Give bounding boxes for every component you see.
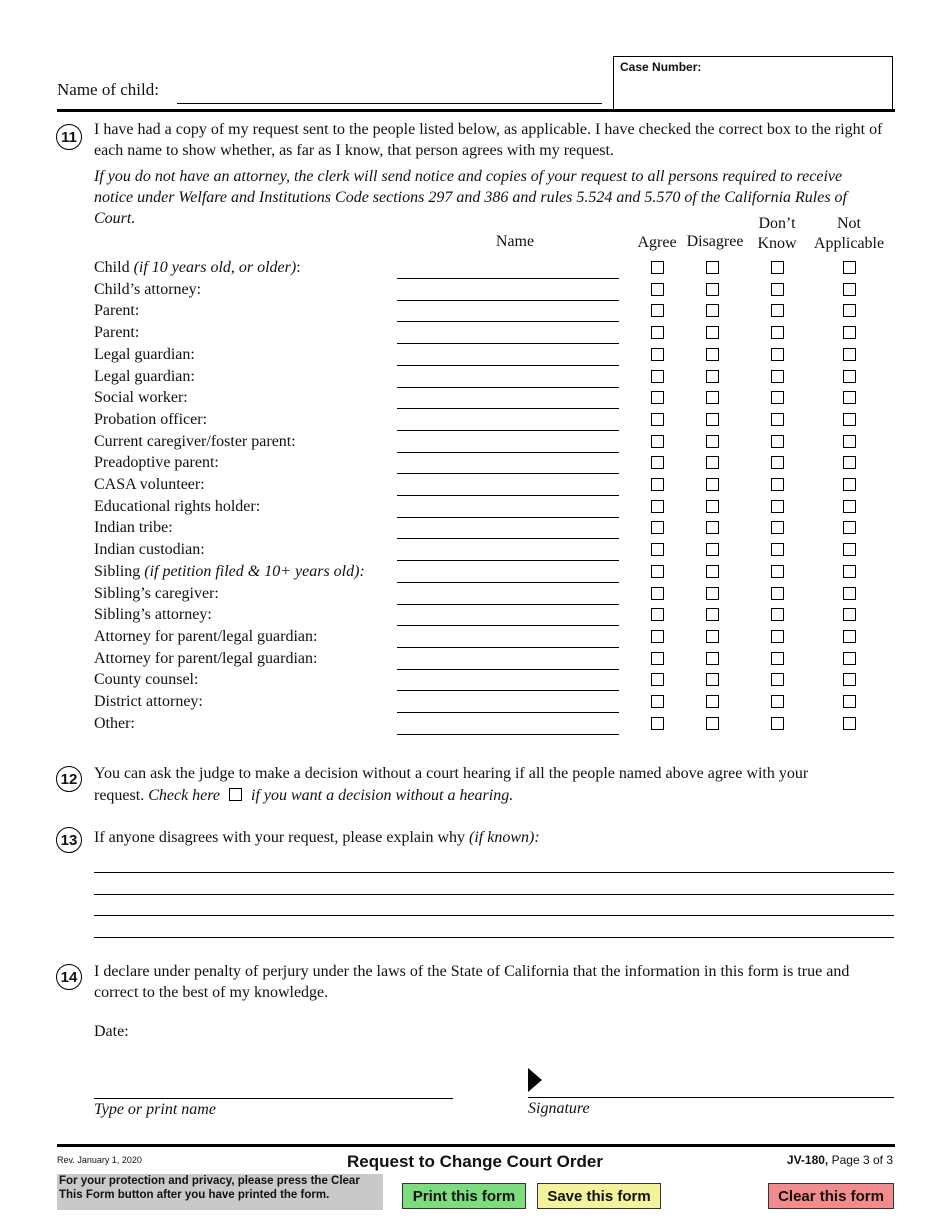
not-applicable-checkbox[interactable] [843,500,856,513]
disagree-checkbox[interactable] [706,673,719,686]
agree-checkbox[interactable] [651,413,664,426]
agree-checkbox[interactable] [651,587,664,600]
recipient-suffix: : [296,259,301,276]
recipient-name-field[interactable] [397,387,619,388]
recipient-label [94,323,139,343]
agree-checkbox[interactable] [651,695,664,708]
recipient-role: Child [94,259,130,276]
item-12-text-line2 [94,785,513,806]
item-11-text: I have had a copy of my request sent to the people listed below, as applicable. I have checked the correct box to the right of each name to show whether, as far as I know, that person agrees with my request. [94,121,883,159]
recipient-name-field[interactable] [397,452,619,453]
item-12-number: 12 [56,766,82,792]
recipient-role: Sibling’s caregiver: [94,584,219,602]
decision-without-hearing-checkbox[interactable] [229,788,242,801]
recipient-role: Educational rights holder: [94,497,261,515]
child-name-field[interactable] [177,103,602,104]
recipient-name-field[interactable] [397,712,619,713]
form-title: Request to Change Court Order [347,1152,603,1171]
not-applicable-checkbox[interactable] [843,435,856,448]
form-id: JV-180, [786,1153,829,1167]
agree-checkbox[interactable] [651,565,664,578]
agree-checkbox[interactable] [651,456,664,469]
column-disagree: Disagree [686,233,744,250]
disagree-checkbox[interactable] [706,391,719,404]
recipient-note: (if petition filed & 10+ years old): [144,562,365,580]
item-12-check-here: Check here [148,787,221,804]
not-applicable-checkbox[interactable] [843,413,856,426]
print-name-caption: Type or print name [94,1101,216,1118]
recipient-label [94,280,201,300]
recipient-label [94,345,195,365]
form-page-info [787,1153,893,1167]
agree-checkbox[interactable] [651,543,664,556]
recipient-name-field[interactable] [397,582,619,583]
dont-know-checkbox[interactable] [771,326,784,339]
child-name-label: Name of child: [57,80,159,99]
disagree-checkbox[interactable] [706,717,719,730]
recipient-role: Parent: [94,302,140,320]
disagree-checkbox[interactable] [706,478,719,491]
agree-checkbox[interactable] [651,370,664,383]
recipient-label [94,562,365,582]
item-14-text: I declare under penalty of perjury under the laws of the State of California that the information in this form is true and correct to the best of my knowledge. [94,963,850,1001]
recipient-role: Parent: [94,324,140,342]
recipient-name-field[interactable] [397,495,619,496]
save-form-button[interactable]: Save this form [537,1183,661,1209]
agree-checkbox[interactable] [651,283,664,296]
disagree-checkbox[interactable] [706,521,719,534]
column-not-applicable-line2: Applicable [813,235,885,252]
agree-checkbox[interactable] [651,500,664,513]
not-applicable-checkbox[interactable] [843,543,856,556]
not-applicable-checkbox[interactable] [843,326,856,339]
recipient-note: (if 10 years old, or older) [133,259,297,276]
item-11-number: 11 [56,124,82,150]
agree-checkbox[interactable] [651,261,664,274]
not-applicable-checkbox[interactable] [843,565,856,578]
not-applicable-checkbox[interactable] [843,673,856,686]
recipient-label [94,649,317,669]
agree-checkbox[interactable] [651,673,664,686]
dont-know-checkbox[interactable] [771,348,784,361]
disagree-checkbox[interactable] [706,608,719,621]
privacy-note: For your protection and privacy, please press the Clear This Form button after you have printed the form. [57,1174,383,1210]
agree-checkbox[interactable] [651,717,664,730]
recipient-label [94,518,173,538]
disagree-checkbox[interactable] [706,304,719,317]
dont-know-checkbox[interactable] [771,500,784,513]
recipient-label [94,453,219,473]
recipient-role: Sibling’s attorney: [94,606,212,624]
disagree-checkbox[interactable] [706,413,719,426]
case-number-label: Case Number: [620,60,702,74]
not-applicable-checkbox[interactable] [843,304,856,317]
dont-know-checkbox[interactable] [771,717,784,730]
recipient-role: Attorney for parent/legal guardian: [94,627,318,645]
recipient-role: Probation officer: [94,410,208,428]
disagree-checkbox[interactable] [706,435,719,448]
clear-form-button[interactable]: Clear this form [768,1183,894,1209]
agree-checkbox[interactable] [651,652,664,665]
recipient-name-field[interactable] [397,538,619,539]
dont-know-checkbox[interactable] [771,608,784,621]
dont-know-checkbox[interactable] [771,695,784,708]
agree-checkbox[interactable] [651,608,664,621]
recipient-name-field[interactable] [397,517,619,518]
recipient-label [94,475,205,495]
recipient-role: District attorney: [94,693,203,710]
explanation-line[interactable] [94,915,894,916]
recipient-name-field[interactable] [397,560,619,561]
recipient-role: Other: [94,714,135,732]
recipient-role: Child’s attorney: [94,280,202,298]
item-12-text-line1: You can ask the judge to make a decision without a court hearing if all the people named above agree with your [94,765,809,782]
recipient-label [94,410,207,430]
recipient-label [94,540,205,560]
date-label: Date: [94,1023,129,1040]
footer-rule [57,1144,895,1147]
signature-caption: Signature [528,1100,590,1117]
item-13-text: If anyone disagrees with your request, please explain why [94,829,465,846]
agree-checkbox[interactable] [651,391,664,404]
agree-checkbox[interactable] [651,478,664,491]
page-number: Page 3 of 3 [831,1153,893,1167]
disagree-checkbox[interactable] [706,500,719,513]
disagree-checkbox[interactable] [706,261,719,274]
not-applicable-checkbox[interactable] [843,261,856,274]
disagree-checkbox[interactable] [706,565,719,578]
agree-checkbox[interactable] [651,304,664,317]
column-agree: Agree [637,234,677,251]
recipient-label [94,301,139,321]
not-applicable-checkbox[interactable] [843,478,856,491]
recipient-label [94,584,219,604]
recipient-name-field[interactable] [397,734,619,735]
recipient-role: County counsel: [94,671,199,689]
item-13-text-wrap [94,827,540,848]
recipient-role: Legal guardian: [94,345,195,363]
disagree-checkbox[interactable] [706,630,719,643]
disagree-checkbox[interactable] [706,543,719,556]
dont-know-checkbox[interactable] [771,261,784,274]
not-applicable-checkbox[interactable] [843,370,856,383]
recipient-label [94,627,317,647]
dont-know-checkbox[interactable] [771,370,784,383]
not-applicable-checkbox[interactable] [843,348,856,361]
recipient-label [94,367,195,387]
explanation-line[interactable] [94,872,894,873]
disagree-checkbox[interactable] [706,348,719,361]
dont-know-checkbox[interactable] [771,652,784,665]
print-form-button[interactable]: Print this form [402,1183,526,1209]
not-applicable-checkbox[interactable] [843,456,856,469]
recipient-name-field[interactable] [397,365,619,366]
dont-know-checkbox[interactable] [771,543,784,556]
not-applicable-checkbox[interactable] [843,717,856,730]
recipient-name-field[interactable] [397,647,619,648]
recipient-name-field[interactable] [397,300,619,301]
item-12-check-after: if you want a decision without a hearing. [251,787,514,804]
dont-know-checkbox[interactable] [771,304,784,317]
disagree-checkbox[interactable] [706,283,719,296]
disagree-checkbox[interactable] [706,695,719,708]
explanation-line[interactable] [94,937,894,938]
agree-checkbox[interactable] [651,326,664,339]
recipient-name-field[interactable] [397,343,619,344]
dont-know-checkbox[interactable] [771,391,784,404]
item-11-note: If you do not have an attorney, the clerk will send notice and copies of your request to all persons required to receive notice under Welfare and Institutions Code sections 297 and 386 and rules 5.524 and 5.570 of the California Rules of Court. [94,168,847,227]
not-applicable-checkbox[interactable] [843,608,856,621]
not-applicable-checkbox[interactable] [843,630,856,643]
dont-know-checkbox[interactable] [771,283,784,296]
dont-know-checkbox[interactable] [771,521,784,534]
recipient-name-field[interactable] [397,408,619,409]
recipient-label [94,432,296,452]
recipient-role: Indian tribe: [94,519,173,537]
recipient-label [94,605,212,625]
recipient-label [94,714,135,734]
item-13-note: (if known): [469,829,540,846]
disagree-checkbox[interactable] [706,587,719,600]
recipient-label [94,670,198,690]
not-applicable-checkbox[interactable] [843,652,856,665]
agree-checkbox[interactable] [651,630,664,643]
disagree-checkbox[interactable] [706,456,719,469]
revision-date: Rev. January 1, 2020 [57,1155,142,1165]
agree-checkbox[interactable] [651,435,664,448]
column-dont-know-line1: Don’t [758,215,796,232]
recipient-label [94,692,203,712]
column-name: Name [495,233,535,250]
recipient-role: Legal guardian: [94,367,195,385]
recipient-name-field[interactable] [397,321,619,322]
recipient-name-field[interactable] [397,625,619,626]
recipient-role: Current caregiver/foster parent: [94,432,296,450]
item-14-number: 14 [56,964,82,990]
recipient-label [94,258,301,278]
recipient-name-field[interactable] [397,669,619,670]
item-12-request-word: request. [94,787,145,804]
item-13-number: 13 [56,827,82,853]
recipient-role: Indian custodian: [94,541,205,559]
recipient-role: CASA volunteer: [94,476,205,493]
recipient-role: Preadoptive parent: [94,454,219,472]
signature-arrow-icon [528,1068,542,1092]
not-applicable-checkbox[interactable] [843,587,856,600]
column-not-applicable-line1: Not [837,215,861,232]
not-applicable-checkbox[interactable] [843,521,856,534]
dont-know-checkbox[interactable] [771,673,784,686]
recipient-label [94,388,188,408]
recipient-name-field[interactable] [397,430,619,431]
dont-know-checkbox[interactable] [771,587,784,600]
dont-know-checkbox[interactable] [771,435,784,448]
recipient-name-field[interactable] [397,604,619,605]
dont-know-checkbox[interactable] [771,565,784,578]
recipient-name-field[interactable] [397,473,619,474]
disagree-checkbox[interactable] [706,370,719,383]
agree-checkbox[interactable] [651,348,664,361]
column-dont-know-line2: Know [757,235,797,252]
disagree-checkbox[interactable] [706,326,719,339]
not-applicable-checkbox[interactable] [843,391,856,404]
recipient-name-field[interactable] [397,278,619,279]
dont-know-checkbox[interactable] [771,456,784,469]
dont-know-checkbox[interactable] [771,478,784,491]
recipient-role: Sibling [94,562,141,580]
recipient-label [94,497,260,517]
not-applicable-checkbox[interactable] [843,695,856,708]
not-applicable-checkbox[interactable] [843,283,856,296]
dont-know-checkbox[interactable] [771,630,784,643]
explanation-line[interactable] [94,894,894,895]
recipient-role: Social worker: [94,389,188,407]
disagree-checkbox[interactable] [706,652,719,665]
recipient-role: Attorney for parent/legal guardian: [94,649,318,667]
agree-checkbox[interactable] [651,521,664,534]
header-rule [57,109,895,112]
dont-know-checkbox[interactable] [771,413,784,426]
recipient-name-field[interactable] [397,690,619,691]
